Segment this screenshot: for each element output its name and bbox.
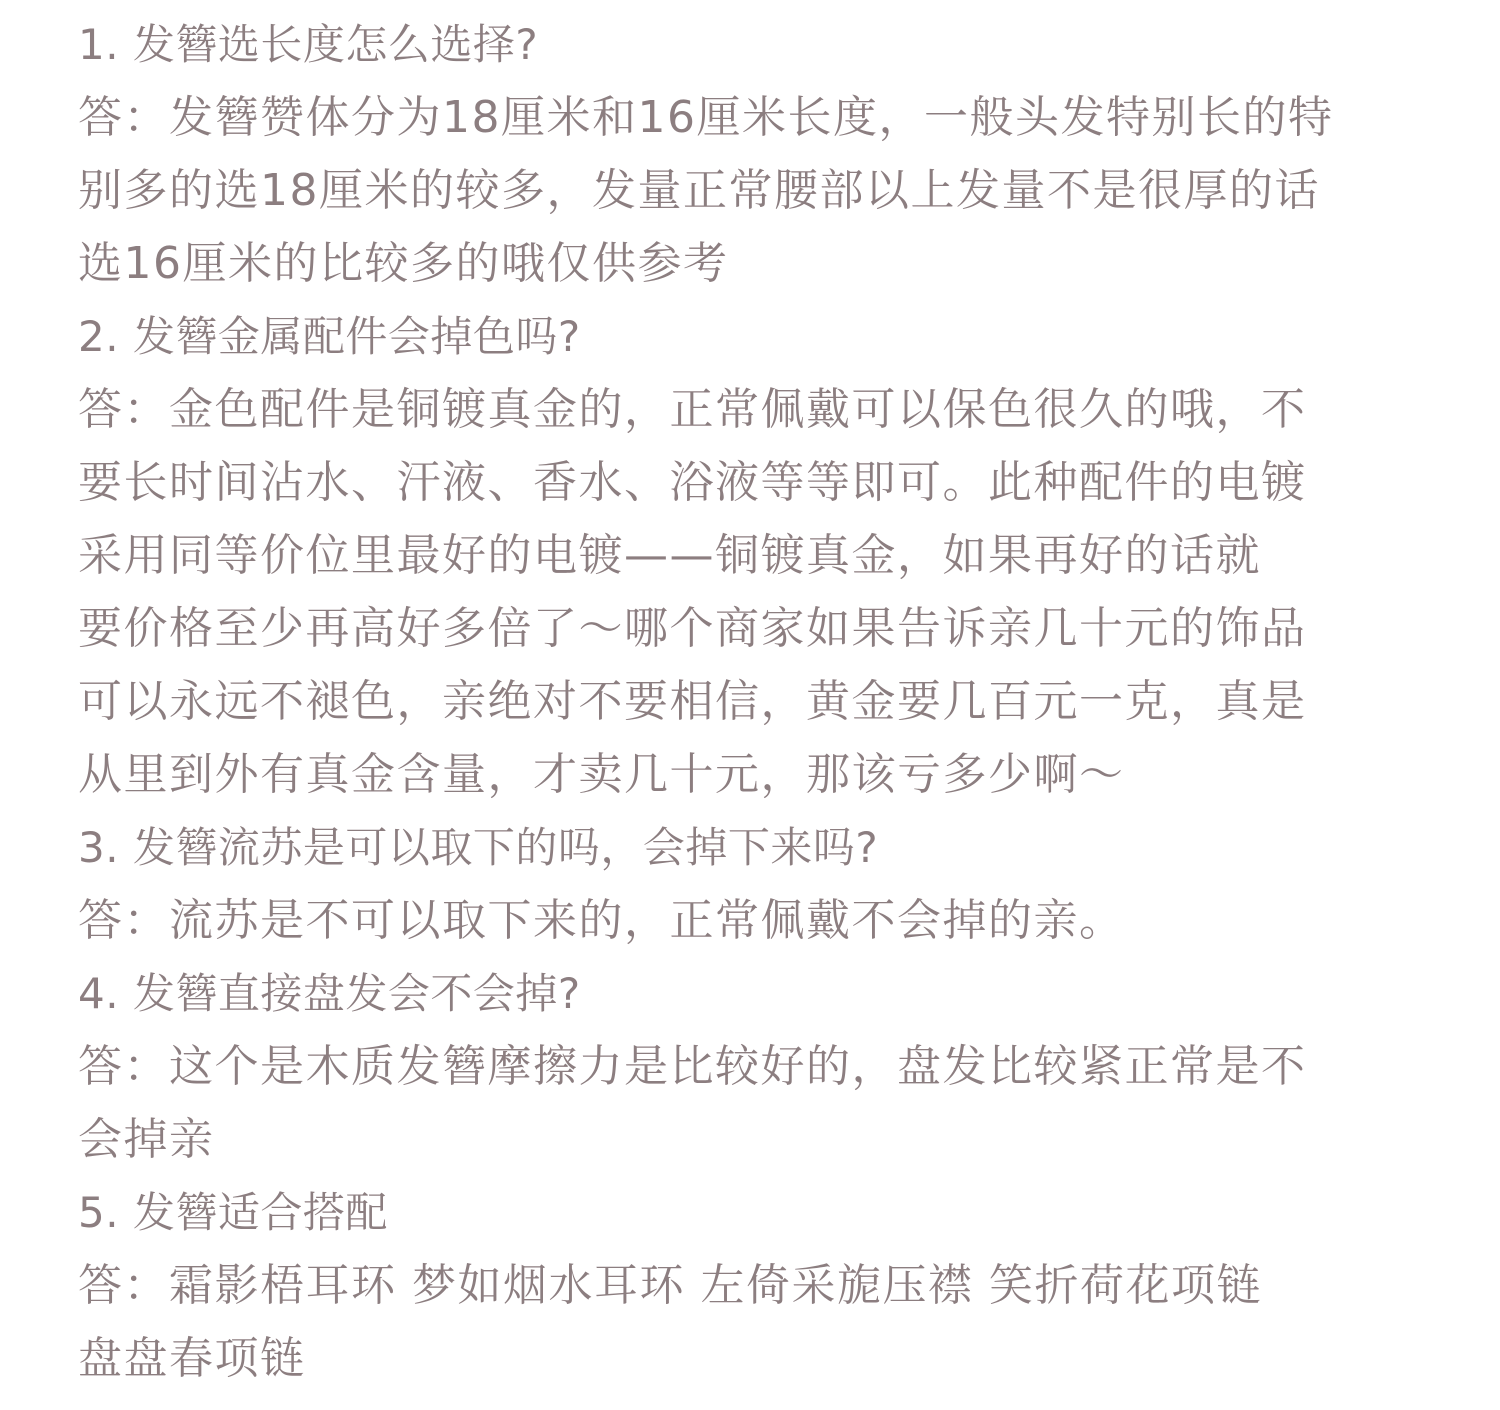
faq-answer-line: 答：金色配件是铜镀真金的，正常佩戴可以保色很久的哦，不: [78, 384, 1307, 435]
faq-answer-line: 答：霜影梧耳环 梦如烟水耳环 左倚采旎压襟 笑折荷花项链: [78, 1260, 1262, 1311]
faq-question: 1. 发簪选长度怎么选择?: [78, 20, 539, 69]
faq-answer-line: 别多的选18厘米的较多，发量正常腰部以上发量不是很厚的话: [78, 165, 1320, 216]
faq-question: 5. 发簪适合搭配: [78, 1188, 388, 1237]
faq-item-3: [78, 811, 1418, 957]
faq-answer-line: 采用同等价位里最好的电镀——铜镀真金，如果再好的话就: [78, 530, 1261, 581]
faq-answer-line: 从里到外有真金含量，才卖几十元，那该亏多少啊～: [78, 749, 1125, 800]
faq-answer-line: 要价格至少再高好多倍了～哪个商家如果告诉亲几十元的饰品: [78, 603, 1307, 654]
faq-list: [78, 8, 1418, 1395]
faq-item-2: [78, 300, 1418, 811]
faq-answer-line: 盘盘春项链: [78, 1333, 306, 1384]
faq-item-1: [78, 8, 1418, 300]
faq-answer-line: 答：这个是木质发簪摩擦力是比较好的，盘发比较紧正常是不: [78, 1041, 1307, 1092]
faq-answer-line: 答：流苏是不可以取下来的，正常佩戴不会掉的亲。: [78, 895, 1125, 946]
faq-question: 3. 发簪流苏是可以取下的吗，会掉下来吗?: [78, 823, 879, 872]
faq-question: 4. 发簪直接盘发会不会掉?: [78, 969, 581, 1018]
faq-answer-line: 可以永远不褪色，亲绝对不要相信，黄金要几百元一克，真是: [78, 676, 1307, 727]
faq-item-4: [78, 957, 1418, 1176]
faq-question: 2. 发簪金属配件会掉色吗?: [78, 312, 581, 361]
faq-answer-line: 会掉亲: [78, 1114, 215, 1165]
faq-item-5: [78, 1176, 1418, 1395]
faq-answer-line: 答：发簪赞体分为18厘米和16厘米长度，一般头发特别长的特: [78, 92, 1334, 143]
faq-answer-line: 要长时间沾水、汗液、香水、浴液等等即可。此种配件的电镀: [78, 457, 1307, 508]
faq-answer-line: 选16厘米的比较多的哦仅供参考: [78, 238, 729, 289]
